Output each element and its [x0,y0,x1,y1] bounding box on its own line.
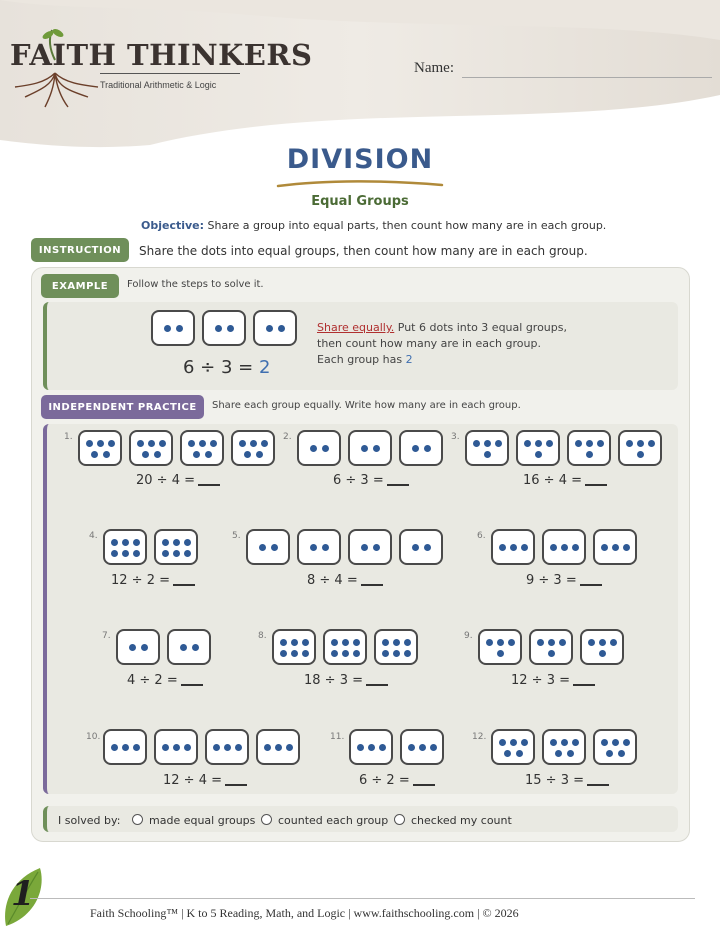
equation-text: 20 ÷ 4 = [136,473,195,488]
dot [353,639,360,646]
dot [331,639,338,646]
dot [256,451,263,458]
dot [86,440,93,447]
dot [508,639,515,646]
dot [322,445,329,452]
problem-number: 8. [258,631,267,641]
dot-group-card [151,310,195,346]
dot-group-card [593,729,637,765]
dot [559,639,566,646]
problem-equation [333,473,409,488]
dot-group-card [542,529,586,565]
dot-group-card [465,430,509,466]
dot [193,451,200,458]
equation-text: 12 ÷ 4 = [163,773,222,788]
problem-number: 1. [64,432,73,442]
dot [291,639,298,646]
dot [610,639,617,646]
dot [133,744,140,751]
dot [192,644,199,651]
example-text: Follow the steps to solve it. [127,279,264,290]
dot [188,440,195,447]
dot [555,750,562,757]
dot [176,325,183,332]
dot [561,739,568,746]
equation-text: 6 ÷ 3 = [333,473,384,488]
dot [588,639,595,646]
title-swoosh [276,180,444,190]
problem-number: 6. [477,531,486,541]
dot [497,650,504,657]
instruction-badge: INSTRUCTION [31,238,129,262]
dot [637,451,644,458]
problem-equation [163,773,247,788]
dot [404,650,411,657]
objective-text: Share a group into equal parts, then count how many are in each group. [207,219,607,232]
dot [122,539,129,546]
dot [266,325,273,332]
dot-group-card [516,430,560,466]
dot [215,325,222,332]
equation-text: 15 ÷ 3 = [525,773,584,788]
dot [516,750,523,757]
dot [497,639,504,646]
dot-group-card [478,629,522,665]
dot [586,451,593,458]
dot-group-card [491,529,535,565]
answer-blank[interactable] [361,574,383,586]
answer-blank[interactable] [225,774,247,786]
dot [473,440,480,447]
dot-group-card [103,529,147,565]
dot [162,539,169,546]
dot [224,744,231,751]
dot [379,744,386,751]
dot [184,550,191,557]
radio-label-checked-my-count: checked my count [411,814,512,827]
equation-text: 18 ÷ 3 = [304,673,363,688]
dot-group-card [399,529,443,565]
answer-blank[interactable] [173,574,195,586]
dot [322,544,329,551]
problem-equation [136,473,220,488]
example-equation-text: 6 ÷ 3 = [183,357,254,378]
dot [111,744,118,751]
dot [484,440,491,447]
problem-number: 3. [451,432,460,442]
dot [424,445,431,452]
dot [210,440,217,447]
dot [199,440,206,447]
dot [484,451,491,458]
answer-blank[interactable] [387,474,409,486]
dot [122,550,129,557]
dot [278,325,285,332]
answer-blank[interactable] [585,474,607,486]
dot [521,739,528,746]
dot-group-card [618,430,662,466]
answer-blank[interactable] [198,474,220,486]
dot-group-card [129,430,173,466]
dot [612,544,619,551]
dot [597,440,604,447]
brand-underline [100,73,240,74]
dot-group-card [272,629,316,665]
dot [546,440,553,447]
dot-group-card [349,729,393,765]
page-subtitle: Equal Groups [311,194,409,209]
dot [227,325,234,332]
practice-text: Share each group equally. Write how many are in each group. [212,400,521,411]
dot [393,639,400,646]
problem-number: 2. [283,432,292,442]
dot [111,550,118,557]
radio-counted-each-group[interactable] [261,814,272,825]
dot [205,451,212,458]
brand-title: FAITH THINKERS [10,38,313,72]
instruction-text: Share the dots into equal groups, then count how many are in each group. [139,244,588,258]
dot [250,440,257,447]
dot [504,750,511,757]
dot [141,644,148,651]
problem-number: 10. [86,732,101,742]
example-description [317,320,567,368]
equation-text: 12 ÷ 3 = [511,673,570,688]
problem-equation [304,673,388,688]
problem-number: 4. [89,531,98,541]
dot [548,650,555,657]
dot-group-card [400,729,444,765]
dot [129,644,136,651]
dot [495,440,502,447]
dot [97,440,104,447]
problem-equation [523,473,607,488]
dot [259,544,266,551]
dot [412,544,419,551]
brand-subtitle: Traditional Arithmetic & Logic [100,80,217,90]
dot-group-card [323,629,367,665]
dot [264,744,271,751]
equation-text: 16 ÷ 4 = [523,473,582,488]
dot [535,451,542,458]
dot [180,644,187,651]
problem-equation [111,573,195,588]
dot [575,440,582,447]
dot [148,440,155,447]
dot [637,440,644,447]
example-desc-highlight: Share equally. [317,321,395,334]
dot [310,445,317,452]
dot-group-card [246,529,290,565]
dot [310,544,317,551]
dot [618,750,625,757]
equation-text: 8 ÷ 4 = [307,573,358,588]
dot-group-card [491,729,535,765]
dot [275,744,282,751]
dot [537,639,544,646]
dot [122,744,129,751]
dot [430,744,437,751]
dot-group-card [529,629,573,665]
dot [521,544,528,551]
radio-made-equal-groups[interactable] [132,814,143,825]
radio-label-counted-each-group: counted each group [278,814,389,827]
dot [361,445,368,452]
answer-blank[interactable] [587,774,609,786]
dot [572,739,579,746]
dot [235,744,242,751]
problem-equation [307,573,383,588]
answer-blank[interactable] [366,674,388,686]
dot [548,639,555,646]
dot [419,744,426,751]
dot [142,451,149,458]
problem-equation [359,773,435,788]
dot [108,440,115,447]
problem-equation [526,573,602,588]
dot-group-card [154,729,198,765]
dot [133,550,140,557]
dot [162,744,169,751]
example-equation [183,357,270,378]
equation-text: 9 ÷ 3 = [526,573,577,588]
dot [291,650,298,657]
dot-group-card [297,529,341,565]
dot [357,744,364,751]
dot-group-card [542,729,586,765]
dot [213,744,220,751]
dot [393,650,400,657]
dot [599,650,606,657]
problem-number: 9. [464,631,473,641]
answer-blank[interactable] [181,674,203,686]
equation-text: 12 ÷ 2 = [111,573,170,588]
dot [111,539,118,546]
dot [137,440,144,447]
dot-group-card [205,729,249,765]
dot [159,440,166,447]
dot [382,639,389,646]
dot-group-card [154,529,198,565]
dot [373,445,380,452]
dot [261,440,268,447]
dot-group-card [580,629,624,665]
objective-label: Objective: [141,219,205,232]
dot [648,440,655,447]
dot [342,650,349,657]
dot-group-card [167,629,211,665]
dot [404,639,411,646]
dot [408,744,415,751]
dot [623,739,630,746]
dot [271,544,278,551]
dot-group-card [253,310,297,346]
problem-equation [525,773,609,788]
dot-group-card [116,629,160,665]
dot [567,750,574,757]
name-field[interactable] [462,77,712,78]
equation-text: 6 ÷ 2 = [359,773,410,788]
dot [184,539,191,546]
example-answer: 2 [258,357,271,378]
dot-group-card [78,430,122,466]
dot [606,750,613,757]
radio-label-made-equal-groups: made equal groups [149,814,256,827]
dot [361,544,368,551]
dot [173,539,180,546]
dot [601,544,608,551]
equation-text: 4 ÷ 2 = [127,673,178,688]
dot [510,544,517,551]
dot [586,440,593,447]
dot-group-card [103,729,147,765]
dot-group-card [348,529,392,565]
dot [164,325,171,332]
header-background [0,0,720,150]
dot [382,650,389,657]
dot-group-card [231,430,275,466]
dot [280,650,287,657]
dot [286,744,293,751]
problem-number: 11. [330,732,345,742]
dot [424,544,431,551]
dot [353,650,360,657]
dot [331,650,338,657]
dot [103,451,110,458]
dot-group-card [374,629,418,665]
dot [302,650,309,657]
dot [626,440,633,447]
page-title: DIVISION [286,144,434,175]
dot [486,639,493,646]
dot-group-card [593,529,637,565]
answer-blank[interactable] [573,674,595,686]
dot-group-card [180,430,224,466]
dot [154,451,161,458]
problem-number: 7. [102,631,111,641]
dot [302,639,309,646]
dot [91,451,98,458]
problem-equation [127,673,203,688]
footer-text: Faith Schooling™ | K to 5 Reading, Math, and Logic | www.faithschooling.com | © 2026 [90,906,519,920]
dot [244,451,251,458]
dot [510,739,517,746]
dot [133,539,140,546]
dot [599,639,606,646]
dot [550,739,557,746]
dot-group-card [297,430,341,466]
dot [184,744,191,751]
dot [162,550,169,557]
dot-group-card [399,430,443,466]
dot [173,744,180,751]
dot-group-card [348,430,392,466]
dot [535,440,542,447]
example-badge: EXAMPLE [41,274,119,298]
dot [550,544,557,551]
radio-checked-my-count[interactable] [394,814,405,825]
dot-group-card [256,729,300,765]
dot [239,440,246,447]
problem-number: 5. [232,531,241,541]
answer-blank[interactable] [413,774,435,786]
dot [499,544,506,551]
page-number: 1 [11,874,35,914]
example-desc-answer: 2 [405,353,413,366]
example-desc-text: Put 6 dots into 3 equal groups, then count how many are in each group. Each group has [317,321,567,366]
problem-number: 12. [472,732,487,742]
dot [601,739,608,746]
dot [342,639,349,646]
dot [173,550,180,557]
answer-blank[interactable] [580,574,602,586]
dot-group-card [567,430,611,466]
dot [373,544,380,551]
solved-by-label: I solved by: [58,814,121,827]
practice-badge: INDEPENDENT PRACTICE [41,395,204,419]
dot [612,739,619,746]
dot [368,744,375,751]
name-label: Name: [414,60,454,76]
dot [524,440,531,447]
dot [280,639,287,646]
problem-equation [511,673,595,688]
dot-group-card [202,310,246,346]
dot [623,544,630,551]
footer-divider [30,898,695,899]
dot [499,739,506,746]
objective [141,219,606,232]
dot [412,445,419,452]
dot [561,544,568,551]
dot [572,544,579,551]
